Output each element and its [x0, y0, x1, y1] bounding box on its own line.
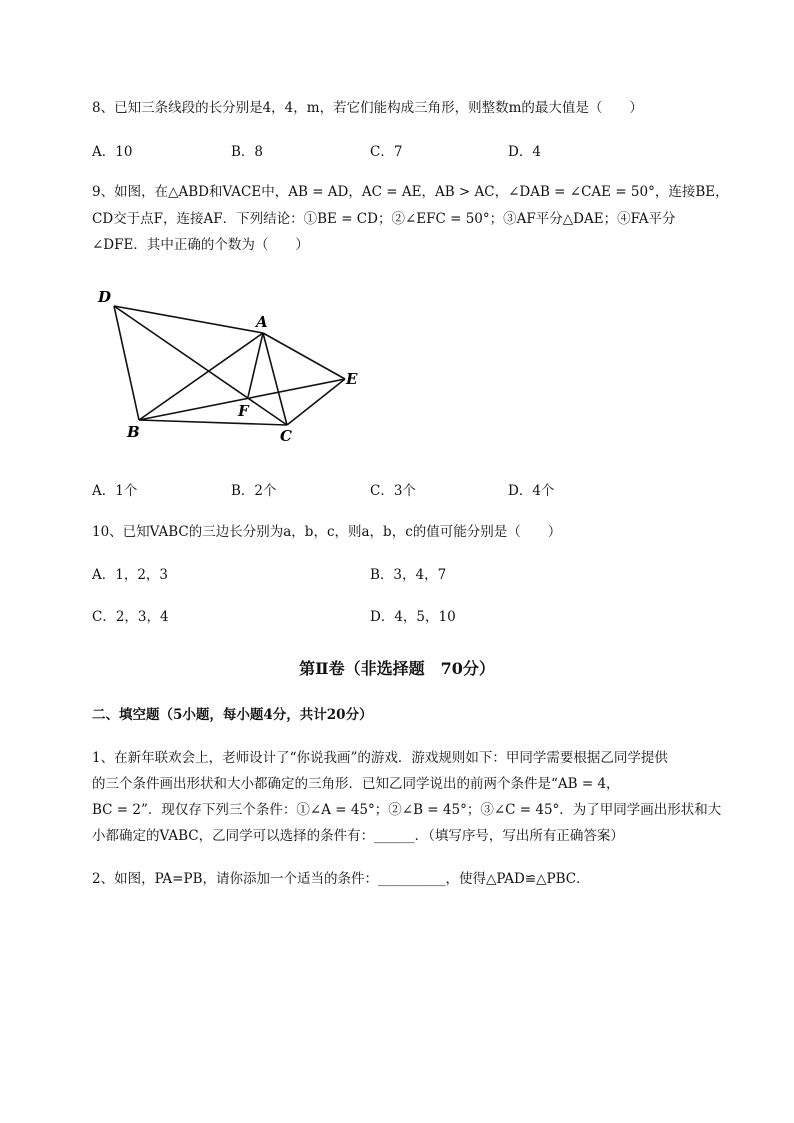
q8-option-d: D．4 — [508, 144, 541, 160]
question-9-line-2: CD交于点F，连接AF．下列结论：①BE = CD；②∠EFC = 50°；③AF平分△DAE；④FA平分 — [92, 211, 676, 227]
question-9-line-3: ∠DFE．其中正确的个数为（ ） — [92, 237, 309, 253]
fill-1-line-2: 的三个条件画出形状和大小都确定的三角形．已知乙同学说出的前两个条件是“AB = 4， — [92, 776, 620, 792]
part-2-title: 第Ⅱ卷（非选择题 70分） — [299, 659, 495, 678]
q10-option-d: D．4，5，10 — [370, 609, 456, 625]
segment-da — [114, 306, 263, 333]
label-c: C — [280, 427, 292, 445]
q9-option-b: B．2个 — [231, 483, 277, 499]
q9-option-c: C．3个 — [370, 483, 416, 499]
segment-bc — [139, 420, 287, 425]
question-8-stem: 8、已知三条线段的长分别是4，4，m，若它们能构成三角形，则整数m的最大值是（ ） — [92, 100, 643, 116]
question-9-line-1: 9、如图，在△ABD和VACE中，AB = AD，AC = AE，AB > AC，∠DAB = ∠CAE = 50°，连接BE， — [92, 184, 729, 200]
segment-ce — [287, 379, 345, 425]
q9-option-a: A．1个 — [92, 483, 138, 499]
label-d: D — [98, 288, 112, 306]
segment-ae — [263, 333, 345, 379]
label-f: F — [238, 402, 249, 420]
label-b: B — [127, 423, 140, 441]
fill-1-line-1: 1、在新年联欢会上，老师设计了“你说我画”的游戏．游戏规则如下：甲同学需要根据乙同学提供 — [92, 750, 668, 766]
q8-option-b: B．8 — [231, 144, 264, 160]
question-10-stem: 10、已知VABC的三边长分别为a，b，c，则a，b，c的值可能分别是（ ） — [92, 524, 562, 540]
q10-option-a: A．1，2，3 — [92, 567, 169, 583]
fill-1-line-3: BC = 2”．现仅存下列三个条件：①∠A = 45°；②∠B = 45°；③∠C = 45°．为了甲同学画出形状和大 — [92, 802, 722, 818]
label-a: A — [256, 313, 268, 331]
segment-db — [114, 306, 139, 420]
fill-2-stem: 2、如图，PA=PB，请你添加一个适当的条件：__________，使得△PAD≌△PBC． — [92, 871, 590, 887]
geometry-figure — [0, 0, 794, 470]
section-2-heading: 二、填空题（5小题，每小题4分，共计20分） — [92, 707, 373, 723]
q10-option-c: C．2，3，4 — [92, 609, 169, 625]
q9-option-d: D．4个 — [508, 483, 555, 499]
fill-1-line-4: 小都确定的VABC，乙同学可以选择的条件有：______．（填写序号，写出所有正确答案） — [92, 828, 624, 844]
label-e: E — [346, 370, 358, 388]
q8-option-c: C．7 — [370, 144, 403, 160]
q8-option-a: A．10 — [92, 144, 133, 160]
q10-option-b: B．3，4，7 — [370, 567, 447, 583]
